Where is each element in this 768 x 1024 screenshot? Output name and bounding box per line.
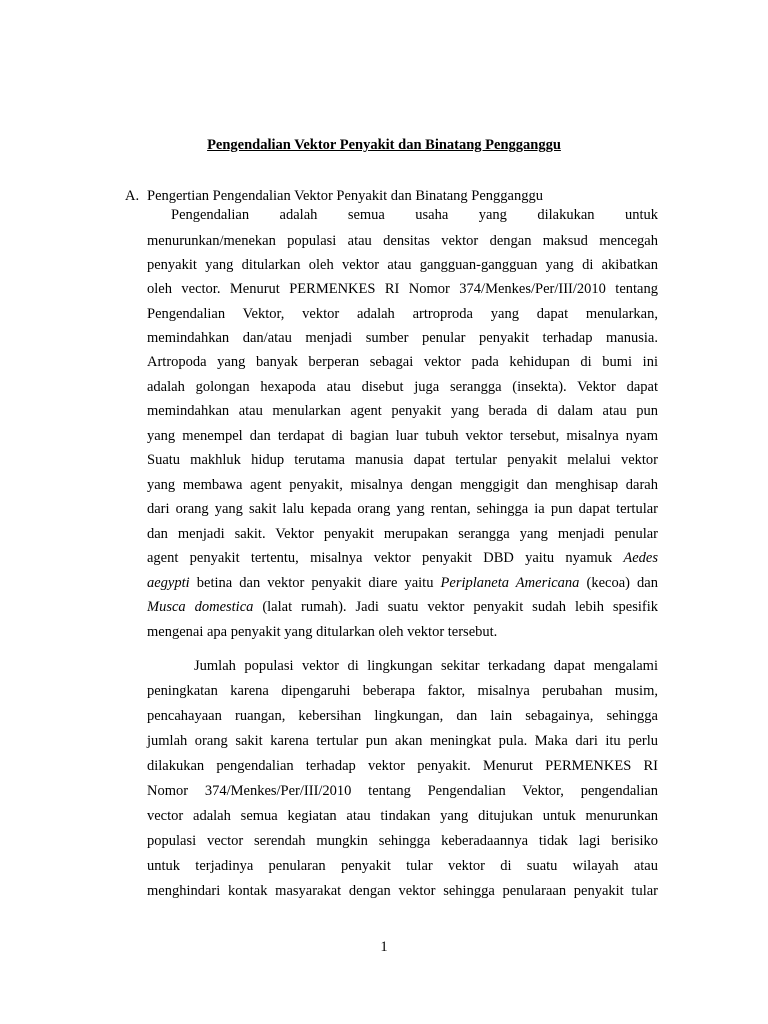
paragraph-line: adalah golongan hexapoda atau disebut juga serangga (insekta). Vektor dapat [147,379,658,395]
line-text: betina dan vektor penyakit diare yaitu [189,575,441,591]
paragraph-line: Suatu makhluk hidup terutama manusia dapat tertular penyakit melalui vektor [147,452,658,468]
paragraph-line: dan menjadi sakit. Vektor penyakit merupakan serangga yang menjadi penular [147,526,658,542]
paragraph-line: populasi vector serendah mungkin sehingga keberadaannya tidak lagi berisiko [147,833,658,849]
section-heading: Pengertian Pengendalian Vektor Penyakit dan Binatang Pengganggu [147,188,543,204]
paragraph-line: oleh vector. Menurut PERMENKES RI Nomor 374/Menkes/Per/III/2010 tentang [147,281,658,297]
species-name: Aedes [623,550,658,566]
species-name: Musca domestica [147,599,254,615]
paragraph-line: untuk terjadinya penularan penyakit tular vektor di suatu wilayah atau [147,858,658,874]
paragraph-line: Nomor 374/Menkes/Per/III/2010 tentang Pengendalian Vektor, pengendalian [147,783,658,799]
paragraph-line: mengenai apa penyakit yang ditularkan oleh vektor tersebut. [147,624,498,640]
paragraph-line: penyakit yang ditularkan oleh vektor atau gangguan-gangguan yang di akibatkan [147,257,658,273]
species-name: Periplaneta Americana [440,575,580,591]
paragraph-line: jumlah orang sakit karena tertular pun akan meningkat pula. Maka dari itu perlu [147,733,658,749]
paragraph-line: peningkatan karena dipengaruhi beberapa faktor, misalnya perubahan musim, [147,683,658,699]
paragraph-line: vector adalah semua kegiatan atau tindakan yang ditujukan untuk menurunkan [147,808,658,824]
paragraph-line: menghindari kontak masyarakat dengan vektor sehingga penularaan penyakit tular [147,883,658,899]
paragraph-line: pencahayaan ruangan, kebersihan lingkungan, dan lain sebagainya, sehingga [147,708,658,724]
species-name: aegypti [147,575,190,591]
paragraph-line: Jumlah populasi vektor di lingkungan sekitar terkadang dapat mengalami [194,658,658,674]
paragraph-line [147,548,658,568]
page-number: 1 [380,939,388,955]
paragraph-line: memindahkan dan/atau menjadi sumber penular penyakit terhadap manusia. [147,330,658,346]
paragraph-line [147,597,658,617]
paragraph-line: dari orang yang sakit lalu kepada orang yang rentan, sehingga ia pun dapat tertular [147,501,658,517]
paragraph-line: memindahkan atau menularkan agent penyakit yang berada di dalam atau pun [147,403,658,419]
line-text: (lalat rumah). Jadi suatu vektor penyakit sudah lebih spesifik [253,599,658,615]
paragraph-line: Pengendalian Vektor, vektor adalah artroproda yang dapat menularkan, [147,306,658,322]
line-text: (kecoa) dan [579,575,658,591]
paragraph-line: Artropoda yang banyak berperan sebagai vektor pada kehidupan di bumi ini [147,354,658,370]
paragraph-line: menurunkan/menekan populasi atau densitas vektor dengan maksud mencegah [147,233,658,249]
paragraph-line: yang membawa agent penyakit, misalnya dengan menggigit dan menghisap darah [147,477,658,493]
line-text: agent penyakit tertentu, misalnya vektor penyakit DBD yaitu nyamuk [147,550,613,566]
paragraph-line [147,573,658,593]
document-title: Pengendalian Vektor Penyakit dan Binatang Pengganggu [207,137,561,153]
paragraph-line: yang menempel dan terdapat di bagian luar tubuh vektor tersebut, misalnya nyam [147,428,658,444]
paragraph-line: Pengendalian adalah semua usaha yang dilakukan untuk [171,207,658,223]
section-letter: A. [125,188,140,204]
paragraph-line: dilakukan pengendalian terhadap vektor penyakit. Menurut PERMENKES RI [147,758,658,774]
